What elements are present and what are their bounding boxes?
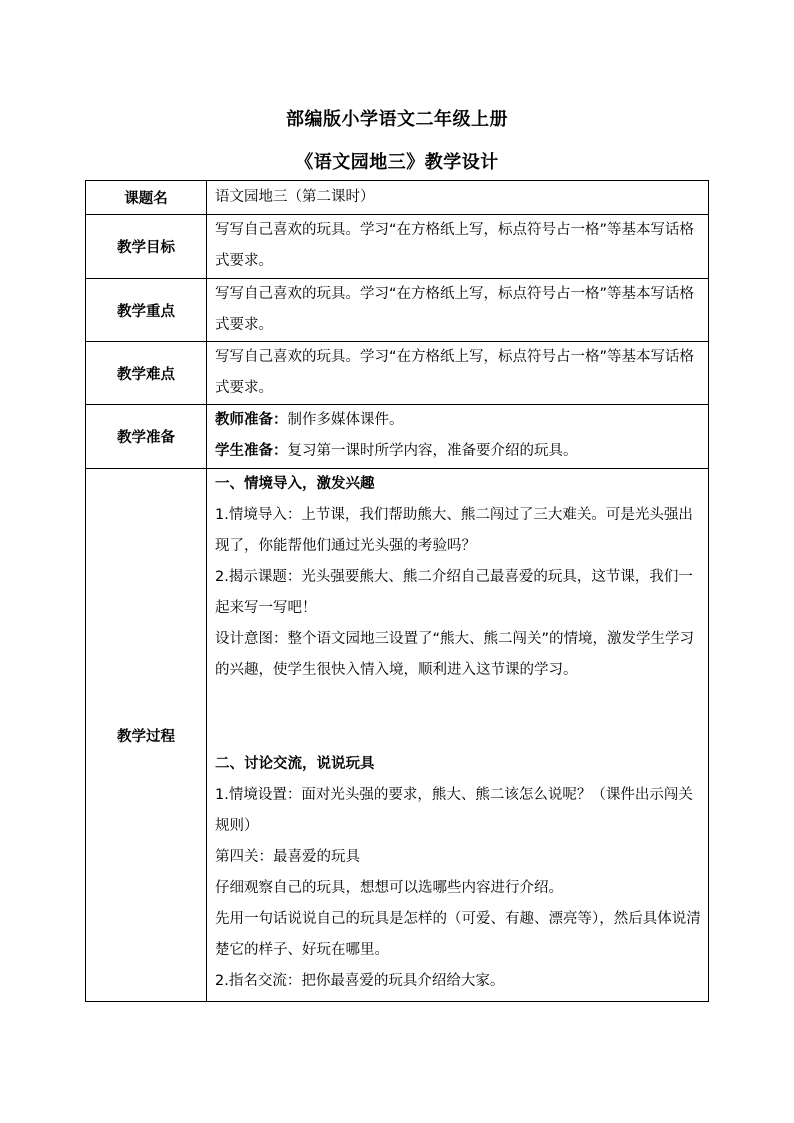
lesson-plan-table xyxy=(85,180,709,1002)
section2-paragraph: 先用一句话说说自己的玩具是怎样的（可爱、有趣、漂亮等），然后具体说清楚它的样子、好玩在哪里。 xyxy=(215,911,701,958)
value-preparation xyxy=(207,405,709,469)
row-preparation xyxy=(86,405,709,469)
label-preparation: 教学准备 xyxy=(86,405,207,469)
section2-paragraph: 2.指名交流：把你最喜爱的玩具介绍给大家。 xyxy=(215,973,505,989)
label-key-point: 教学重点 xyxy=(86,279,207,342)
row-difficulty xyxy=(86,342,709,405)
row-topic xyxy=(86,181,709,215)
row-goal xyxy=(86,215,709,279)
student-preparation-label: 学生准备： xyxy=(215,443,288,459)
value-goal: 写写自己喜欢的玩具。学习“在方格纸上写，标点符号占一格”等基本写话格式要求。 xyxy=(207,215,709,279)
section1-paragraph: 2.揭示课题：光头强要熊大、熊二介绍自己最喜爱的玩具，这节课，我们一起来写一写吧！ xyxy=(215,569,693,616)
document-title: 部编版小学语文二年级上册 xyxy=(286,109,508,130)
teacher-preparation-label: 教师准备： xyxy=(215,412,288,428)
section2-paragraph: 仔细观察自己的玩具，想想可以选哪些内容进行介绍。 xyxy=(215,880,563,896)
value-difficulty: 写写自己喜欢的玩具。学习“在方格纸上写，标点符号占一格”等基本写话格式要求。 xyxy=(207,342,709,405)
document-subtitle: 《语文园地三》教学设计 xyxy=(295,152,499,173)
row-process xyxy=(86,469,709,1002)
student-preparation-text: 复习第一课时所学内容，准备要介绍的玩具。 xyxy=(287,443,578,459)
value-topic: 语文园地三（第二课时） xyxy=(207,181,709,215)
value-key-point: 写写自己喜欢的玩具。学习“在方格纸上写，标点符号占一格”等基本写话格式要求。 xyxy=(207,279,709,342)
label-process: 教学过程 xyxy=(86,469,207,1002)
spacer xyxy=(215,686,702,749)
row-key-point xyxy=(86,279,709,342)
section1-paragraph: 1.情境导入：上节课，我们帮助熊大、熊二闯过了三大难关。可是光头强出现了，你能帮他们通过光头强的考验吗？ xyxy=(215,507,693,554)
teacher-preparation xyxy=(215,405,702,436)
teacher-preparation-text: 制作多媒体课件。 xyxy=(287,412,404,428)
label-difficulty: 教学难点 xyxy=(86,342,207,405)
section2-heading: 二、讨论交流，说说玩具 xyxy=(215,756,375,772)
section2-paragraph: 1.情境设置：面对光头强的要求，熊大、熊二该怎么说呢？（课件出示闯关规则） xyxy=(215,787,693,834)
label-topic: 课题名 xyxy=(86,181,207,215)
label-goal: 教学目标 xyxy=(86,215,207,279)
section1-design-intent: 设计意图：整个语文园地三设置了“熊大、熊二闯关”的情境，激发学生学习的兴趣，使学生很快入情入境，顺利进入这节课的学习。 xyxy=(215,631,695,678)
section2-paragraph: 第四关：最喜爱的玩具 xyxy=(215,849,360,865)
student-preparation xyxy=(215,436,702,467)
value-process xyxy=(207,469,709,1002)
section1-heading: 一、情境导入，激发兴趣 xyxy=(215,476,375,492)
